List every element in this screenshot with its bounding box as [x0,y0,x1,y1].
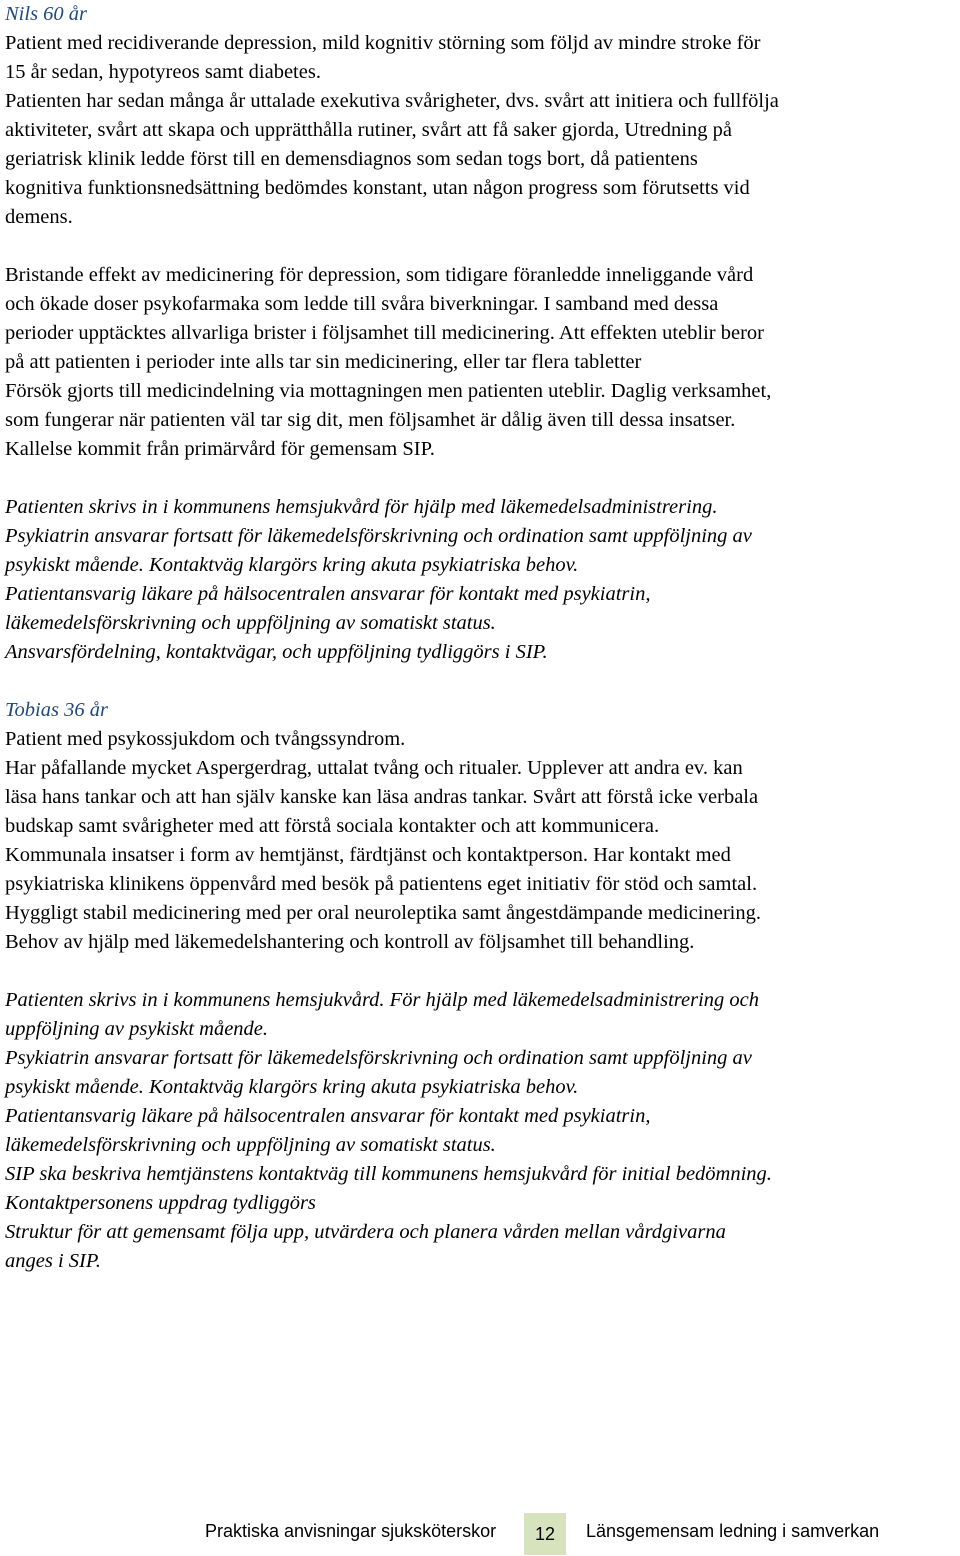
text-line: på att patienten i perioder inte alls tar sin medicinering, eller tar flera tabletter [5,351,642,373]
text-line: Kallelse kommit från primärvård för gemensam SIP. [5,438,435,460]
document-page [5,0,957,1276]
text-line: 15 år sedan, hypotyreos samt diabetes. [5,61,321,83]
page-footer [0,1513,960,1555]
text-line: Kommunala insatser i form av hemtjänst, färdtjänst och kontaktperson. Har kontakt med [5,844,731,866]
plan-line: anges i SIP. [5,1250,101,1272]
plan-line: Patienten skrivs in i kommunens hemsjukvård för hjälp med läkemedelsadministrering. [5,496,718,518]
text-line: Patient med psykossjukdom och tvångssyndrom. [5,728,406,750]
text-line: Patient med recidiverande depression, mild kognitiv störning som följd av mindre stroke för [5,32,761,54]
footer-organization: Länsgemensam ledning i samverkan [586,1521,880,1541]
case-nils [5,0,957,667]
footer-document-title: Praktiska anvisningar sjuksköterskor [205,1521,497,1541]
plan-line: Psykiatrin ansvarar fortsatt för läkemedelsförskrivning och ordination samt uppföljning av [5,1047,752,1069]
text-line: kognitiva funktionsnedsättning bedömdes konstant, utan någon progress som förutsetts vid [5,177,750,199]
text-line: aktiviteter, svårt att skapa och upprätthålla rutiner, svårt att få saker gjorda, Utredning på [5,119,732,141]
text-line: Bristande effekt av medicinering för depression, som tidigare föranledde inneliggande vård [5,264,754,286]
page-number: 12 [524,1513,566,1555]
plan-line: Patienten skrivs in i kommunens hemsjukvård. För hjälp med läkemedelsadministrering och [5,989,759,1011]
plan-line: Patientansvarig läkare på hälsocentralen ansvarar för kontakt med psykiatrin, [5,1105,651,1127]
text-line: Patienten har sedan många år uttalade exekutiva svårigheter, dvs. svårt att initiera och fullfölja [5,90,779,112]
text-line: Behov av hjälp med läkemedelshantering och kontroll av följsamhet till behandling. [5,931,695,953]
case-description [5,725,957,957]
text-line: som fungerar när patienten väl tar sig dit, men följsamhet är dålig även till dessa insatser. [5,409,736,431]
plan-line: läkemedelsförskrivning och uppföljning av somatiskt status. [5,1134,496,1156]
plan-line: Struktur för att gemensamt följa upp, utvärdera och planera vården mellan vårdgivarna [5,1221,726,1243]
text-line: demens. [5,206,73,228]
plan-line: Ansvarsfördelning, kontaktvägar, och uppföljning tydliggörs i SIP. [5,641,548,663]
plan-line: läkemedelsförskrivning och uppföljning av somatiskt status. [5,612,496,634]
text-line: och ökade doser psykofarmaka som ledde till svåra biverkningar. I samband med dessa [5,293,719,315]
case-description [5,29,957,232]
case-plan [5,493,957,667]
text-line: geriatrisk klinik ledde först till en demensdiagnos som sedan togs bort, då patientens [5,148,698,170]
plan-line: Psykiatrin ansvarar fortsatt för läkemedelsförskrivning och ordination samt uppföljning av [5,525,752,547]
plan-line: Patientansvarig läkare på hälsocentralen ansvarar för kontakt med psykiatrin, [5,583,651,605]
case-background [5,261,957,464]
plan-line: uppföljning av psykiskt mående. [5,1018,269,1040]
case-tobias [5,696,957,1276]
case-heading: Tobias 36 år [5,699,108,721]
plan-line: SIP ska beskriva hemtjänstens kontaktväg till kommunens hemsjukvård för initial bedömning. [5,1163,772,1185]
text-line: Försök gjorts till medicindelning via mottagningen men patienten uteblir. Daglig verksamhet, [5,380,772,402]
text-line: Har påfallande mycket Aspergerdrag, uttalat tvång och ritualer. Upplever att andra ev. kan [5,757,743,779]
text-line: läsa hans tankar och att han själv kanske kan läsa andras tankar. Svårt att förstå icke verbala [5,786,759,808]
text-line: psykiatriska klinikens öppenvård med besök på patientens eget initiativ för stöd och samtal. [5,873,758,895]
plan-line: Kontaktpersonens uppdrag tydliggörs [5,1192,316,1214]
text-line: perioder upptäcktes allvarliga brister i följsamhet till medicinering. Att effekten uteblir beror [5,322,765,344]
text-line: budskap samt svårigheter med att förstå sociala kontakter och att kommunicera. [5,815,660,837]
case-heading: Nils 60 år [5,3,88,25]
case-plan [5,986,957,1276]
plan-line: psykiskt mående. Kontaktväg klargörs kring akuta psykiatriska behov. [5,1076,579,1098]
text-line: Hyggligt stabil medicinering med per oral neuroleptika samt ångestdämpande medicinering. [5,902,761,924]
plan-line: psykiskt mående. Kontaktväg klargörs kring akuta psykiatriska behov. [5,554,579,576]
